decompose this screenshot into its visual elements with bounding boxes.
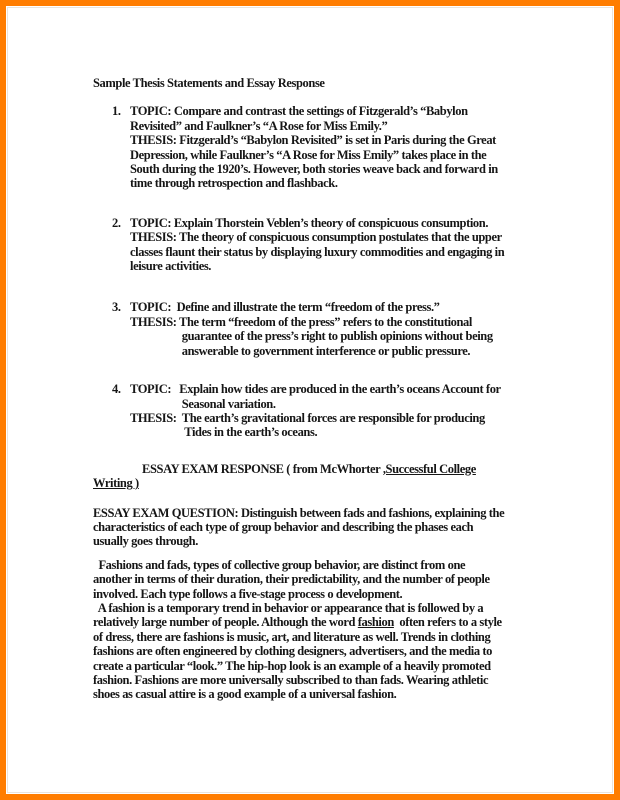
body-paragraph-fads (93, 558, 606, 601)
thesis-item-1 (93, 104, 606, 190)
text-line: THESIS: The earth’s gravitational forces are responsible for producing (130, 410, 485, 425)
item-number: 1. (112, 104, 121, 119)
text-line: usually goes through. (93, 534, 198, 549)
text-segment: ESSAY EXAM RESPONSE ( from McWhorter (93, 461, 383, 476)
text-line: classes flaunt their status by displaying luxury commodities and engaging in (130, 244, 505, 259)
underlined-text: fashion (357, 615, 394, 630)
underlined-text: Writing ) (93, 476, 139, 491)
item-number: 4. (112, 382, 121, 397)
text-line (93, 462, 606, 476)
text-line: Tides in the earth’s oceans. (130, 425, 318, 440)
item-text (130, 216, 606, 274)
text-line: TOPIC: Compare and contrast the settings of Fitzgerald’s “Babylon (130, 104, 468, 119)
text-line: fashions are often engineered by clothing designers, advertisers, and the media to (93, 644, 493, 659)
item-text (130, 104, 606, 190)
item-number: 2. (112, 215, 121, 230)
essay-exam-question (93, 506, 606, 549)
text-line: South during the 1920’s. However, both stories weave back and forward in (130, 162, 498, 177)
text-line (93, 476, 606, 490)
text-line (93, 615, 606, 629)
text-line: characteristics of each type of group behavior and describing the phases each (93, 519, 474, 534)
thesis-item-4 (93, 382, 606, 440)
item-text (130, 382, 606, 440)
thesis-item-2 (93, 216, 606, 274)
text-line: guarantee of the press’s right to publish opinions without being (130, 329, 493, 344)
text-line: involved. Each type follows a five-stage process o development. (93, 586, 403, 601)
text-line: ESSAY EXAM QUESTION: Distinguish between fads and fashions, explaining the (93, 505, 505, 520)
document-title: Sample Thesis Statements and Essay Response (93, 76, 325, 90)
essay-response-heading (93, 462, 606, 491)
item-number: 3. (112, 300, 121, 315)
document-page (0, 6, 620, 702)
text-line: leisure activities. (130, 259, 212, 274)
text-line: TOPIC: Explain Thorstein Veblen’s theory of conspicuous consumption. (130, 215, 489, 230)
text-line: TOPIC: Explain how tides are produced in the earth’s oceans Account for (130, 382, 501, 397)
text-line: of dress, there are fashions is music, art, and literature as well. Trends in clothing (93, 629, 491, 644)
text-line: another in terms of their duration, their predictability, and the number of people (93, 572, 490, 587)
text-line: create a particular “look.” The hip-hop look is an example of a heavily promoted (93, 658, 491, 673)
text-line: TOPIC: Define and illustrate the term “freedom of the press.” (130, 300, 440, 315)
text-line: Depression, while Faulkner’s “A Rose for Miss Emily” takes place in the (130, 147, 487, 162)
thesis-item-3 (93, 300, 606, 358)
text-line: THESIS: Fitzgerald’s “Babylon Revisited” is set in Paris during the Great (130, 133, 496, 148)
text-line: answerable to government interference or public pressure. (130, 343, 471, 358)
text-line: time through retrospection and flashback. (130, 176, 338, 191)
text-line: Seasonal variation. (130, 396, 276, 411)
text-line: Fashions and fads, types of collective group behavior, are distinct from one (93, 557, 466, 572)
text-line: shoes as casual attire is a good example of a universal fashion. (93, 687, 397, 702)
text-line: THESIS: The theory of conspicuous consumption postulates that the upper (130, 230, 502, 245)
text-line: Revisited” and Faulkner’s “A Rose for Miss Emily.” (130, 118, 388, 133)
text-segment: relatively large number of people. Although the word (93, 615, 358, 630)
text-segment: often refers to a style (393, 615, 502, 630)
body-paragraph-fashion (93, 601, 606, 702)
item-text (130, 300, 606, 358)
text-line: fashion. Fashions are more universally subscribed to than fads. Wearing athletic (93, 673, 489, 687)
text-line: THESIS: The term “freedom of the press” refers to the constitutional (130, 314, 472, 329)
text-line: A fashion is a temporary trend in behavior or appearance that is followed by a (93, 600, 484, 615)
underlined-text: ,Successful College (382, 461, 476, 476)
